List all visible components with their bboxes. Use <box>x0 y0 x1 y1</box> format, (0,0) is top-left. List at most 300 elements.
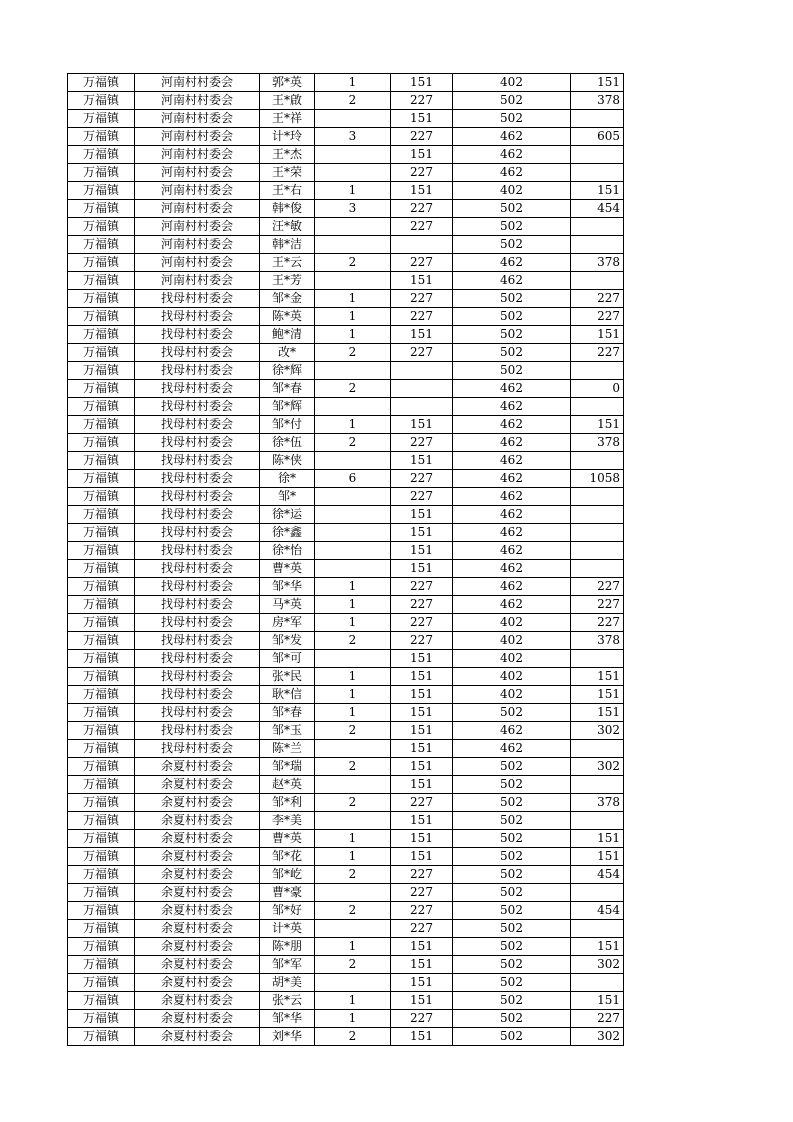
town-cell: 万福镇 <box>68 632 135 650</box>
town-cell: 万福镇 <box>68 776 135 794</box>
amount-b-cell: 502 <box>453 110 571 128</box>
subsidy-cell <box>571 488 624 506</box>
village-cell: 河南村村委会 <box>135 236 260 254</box>
subsidy-cell: 302 <box>571 956 624 974</box>
table-row <box>68 866 624 884</box>
town-cell: 万福镇 <box>68 236 135 254</box>
table-row <box>68 578 624 596</box>
amount-b-cell: 402 <box>453 668 571 686</box>
table-row <box>68 254 624 272</box>
amount-b-cell: 462 <box>453 416 571 434</box>
count-cell <box>315 920 391 938</box>
subsidy-cell: 454 <box>571 866 624 884</box>
count-cell <box>315 164 391 182</box>
table-row <box>68 218 624 236</box>
count-cell: 2 <box>315 1028 391 1046</box>
amount-b-cell: 402 <box>453 182 571 200</box>
village-cell: 余夏村村委会 <box>135 974 260 992</box>
village-cell: 余夏村村委会 <box>135 920 260 938</box>
town-cell: 万福镇 <box>68 254 135 272</box>
table-row <box>68 236 624 254</box>
subsidy-cell: 227 <box>571 344 624 362</box>
count-cell <box>315 398 391 416</box>
amount-a-cell: 227 <box>391 434 453 452</box>
table-row <box>68 182 624 200</box>
table-row <box>68 398 624 416</box>
name-cell: 邹*可 <box>260 650 315 668</box>
name-cell: 邹*华 <box>260 578 315 596</box>
table-row <box>68 470 624 488</box>
subsidy-cell: 0 <box>571 380 624 398</box>
amount-a-cell: 227 <box>391 128 453 146</box>
name-cell: 王*云 <box>260 254 315 272</box>
amount-b-cell: 462 <box>453 470 571 488</box>
table-row <box>68 488 624 506</box>
village-cell: 余夏村村委会 <box>135 1028 260 1046</box>
amount-b-cell: 462 <box>453 560 571 578</box>
amount-a-cell: 227 <box>391 470 453 488</box>
subsidy-cell <box>571 398 624 416</box>
name-cell: 徐*伍 <box>260 434 315 452</box>
subsidy-cell <box>571 362 624 380</box>
village-cell: 找母村村委会 <box>135 542 260 560</box>
town-cell: 万福镇 <box>68 470 135 488</box>
town-cell: 万福镇 <box>68 812 135 830</box>
name-cell: 赵*英 <box>260 776 315 794</box>
count-cell: 1 <box>315 614 391 632</box>
village-cell: 找母村村委会 <box>135 290 260 308</box>
name-cell: 郭*英 <box>260 74 315 92</box>
count-cell: 2 <box>315 722 391 740</box>
village-cell: 河南村村委会 <box>135 110 260 128</box>
name-cell: 王*荣 <box>260 164 315 182</box>
amount-b-cell: 502 <box>453 218 571 236</box>
subsidy-cell <box>571 506 624 524</box>
amount-a-cell: 151 <box>391 812 453 830</box>
count-cell <box>315 146 391 164</box>
village-cell: 河南村村委会 <box>135 164 260 182</box>
subsidy-cell: 151 <box>571 938 624 956</box>
amount-b-cell: 502 <box>453 758 571 776</box>
amount-a-cell: 227 <box>391 200 453 218</box>
amount-b-cell: 502 <box>453 974 571 992</box>
town-cell: 万福镇 <box>68 380 135 398</box>
amount-a-cell: 151 <box>391 416 453 434</box>
subsidy-cell: 378 <box>571 92 624 110</box>
town-cell: 万福镇 <box>68 542 135 560</box>
amount-b-cell: 502 <box>453 812 571 830</box>
town-cell: 万福镇 <box>68 1028 135 1046</box>
amount-a-cell: 227 <box>391 488 453 506</box>
table-row <box>68 272 624 290</box>
town-cell: 万福镇 <box>68 344 135 362</box>
name-cell: 徐*辉 <box>260 362 315 380</box>
count-cell <box>315 506 391 524</box>
subsidy-cell: 378 <box>571 632 624 650</box>
village-cell: 找母村村委会 <box>135 560 260 578</box>
count-cell: 2 <box>315 794 391 812</box>
table-row <box>68 740 624 758</box>
amount-a-cell: 151 <box>391 110 453 128</box>
name-cell: 计*玲 <box>260 128 315 146</box>
name-cell: 李*美 <box>260 812 315 830</box>
village-cell: 找母村村委会 <box>135 488 260 506</box>
amount-b-cell: 502 <box>453 938 571 956</box>
subsidy-cell: 227 <box>571 578 624 596</box>
village-cell: 河南村村委会 <box>135 128 260 146</box>
amount-a-cell: 151 <box>391 146 453 164</box>
town-cell: 万福镇 <box>68 758 135 776</box>
table-row <box>68 74 624 92</box>
amount-a-cell <box>391 236 453 254</box>
town-cell: 万福镇 <box>68 272 135 290</box>
count-cell: 1 <box>315 686 391 704</box>
amount-a-cell: 227 <box>391 794 453 812</box>
amount-a-cell: 151 <box>391 956 453 974</box>
subsidy-cell: 151 <box>571 830 624 848</box>
village-cell: 找母村村委会 <box>135 668 260 686</box>
table-row <box>68 434 624 452</box>
table-row <box>68 164 624 182</box>
subsidy-cell: 227 <box>571 290 624 308</box>
village-cell: 余夏村村委会 <box>135 1010 260 1028</box>
name-cell: 王*祥 <box>260 110 315 128</box>
village-cell: 找母村村委会 <box>135 452 260 470</box>
amount-b-cell: 462 <box>453 398 571 416</box>
amount-b-cell: 462 <box>453 254 571 272</box>
village-cell: 找母村村委会 <box>135 308 260 326</box>
count-cell: 1 <box>315 938 391 956</box>
village-cell: 找母村村委会 <box>135 722 260 740</box>
town-cell: 万福镇 <box>68 1010 135 1028</box>
village-cell: 河南村村委会 <box>135 218 260 236</box>
table-row <box>68 920 624 938</box>
subsidy-cell: 378 <box>571 254 624 272</box>
village-cell: 找母村村委会 <box>135 614 260 632</box>
subsidy-cell <box>571 110 624 128</box>
count-cell: 1 <box>315 830 391 848</box>
table-row <box>68 524 624 542</box>
table-row <box>68 92 624 110</box>
count-cell: 1 <box>315 290 391 308</box>
town-cell: 万福镇 <box>68 218 135 236</box>
table-row <box>68 902 624 920</box>
name-cell: 胡*美 <box>260 974 315 992</box>
table-row <box>68 614 624 632</box>
town-cell: 万福镇 <box>68 326 135 344</box>
amount-b-cell: 462 <box>453 452 571 470</box>
amount-b-cell: 502 <box>453 920 571 938</box>
town-cell: 万福镇 <box>68 398 135 416</box>
amount-b-cell: 462 <box>453 542 571 560</box>
village-cell: 河南村村委会 <box>135 182 260 200</box>
amount-a-cell: 151 <box>391 830 453 848</box>
table-row <box>68 128 624 146</box>
name-cell: 徐* <box>260 470 315 488</box>
count-cell: 1 <box>315 326 391 344</box>
name-cell: 徐*运 <box>260 506 315 524</box>
village-cell: 余夏村村委会 <box>135 992 260 1010</box>
village-cell: 找母村村委会 <box>135 524 260 542</box>
village-cell: 余夏村村委会 <box>135 794 260 812</box>
table-row <box>68 326 624 344</box>
amount-b-cell: 462 <box>453 434 571 452</box>
amount-a-cell: 151 <box>391 1028 453 1046</box>
count-cell: 1 <box>315 308 391 326</box>
amount-a-cell: 227 <box>391 308 453 326</box>
count-cell: 2 <box>315 902 391 920</box>
village-cell: 河南村村委会 <box>135 272 260 290</box>
table-row <box>68 830 624 848</box>
amount-b-cell: 502 <box>453 794 571 812</box>
subsidy-cell: 454 <box>571 200 624 218</box>
amount-a-cell: 227 <box>391 902 453 920</box>
subsidy-cell: 227 <box>571 308 624 326</box>
subsidy-cell <box>571 740 624 758</box>
name-cell: 徐*鑫 <box>260 524 315 542</box>
count-cell <box>315 362 391 380</box>
subsidy-cell <box>571 524 624 542</box>
amount-b-cell: 462 <box>453 128 571 146</box>
village-cell: 找母村村委会 <box>135 398 260 416</box>
table-row <box>68 362 624 380</box>
table-row <box>68 146 624 164</box>
amount-b-cell: 462 <box>453 596 571 614</box>
town-cell: 万福镇 <box>68 704 135 722</box>
amount-a-cell: 151 <box>391 740 453 758</box>
town-cell: 万福镇 <box>68 920 135 938</box>
amount-a-cell <box>391 380 453 398</box>
town-cell: 万福镇 <box>68 74 135 92</box>
amount-a-cell: 151 <box>391 704 453 722</box>
table-row <box>68 686 624 704</box>
amount-a-cell: 227 <box>391 920 453 938</box>
subsidy-cell <box>571 164 624 182</box>
table-row <box>68 560 624 578</box>
amount-a-cell: 151 <box>391 776 453 794</box>
amount-b-cell: 502 <box>453 902 571 920</box>
name-cell: 耿*信 <box>260 686 315 704</box>
count-cell: 2 <box>315 380 391 398</box>
subsidy-cell <box>571 560 624 578</box>
village-cell: 找母村村委会 <box>135 632 260 650</box>
name-cell: 鲍*清 <box>260 326 315 344</box>
subsidy-cell <box>571 452 624 470</box>
amount-a-cell: 227 <box>391 596 453 614</box>
subsidy-cell: 302 <box>571 722 624 740</box>
count-cell: 1 <box>315 1010 391 1028</box>
amount-b-cell: 402 <box>453 614 571 632</box>
table-row <box>68 110 624 128</box>
town-cell: 万福镇 <box>68 308 135 326</box>
table-row <box>68 200 624 218</box>
name-cell: 邹*屹 <box>260 866 315 884</box>
amount-b-cell: 462 <box>453 146 571 164</box>
count-cell <box>315 272 391 290</box>
amount-a-cell: 151 <box>391 848 453 866</box>
village-cell: 找母村村委会 <box>135 578 260 596</box>
subsidy-cell <box>571 884 624 902</box>
amount-b-cell: 502 <box>453 830 571 848</box>
count-cell <box>315 524 391 542</box>
amount-a-cell: 151 <box>391 974 453 992</box>
village-cell: 找母村村委会 <box>135 362 260 380</box>
town-cell: 万福镇 <box>68 938 135 956</box>
name-cell: 邹*利 <box>260 794 315 812</box>
amount-a-cell: 227 <box>391 614 453 632</box>
amount-b-cell: 502 <box>453 1028 571 1046</box>
town-cell: 万福镇 <box>68 650 135 668</box>
village-cell: 找母村村委会 <box>135 434 260 452</box>
amount-a-cell: 151 <box>391 992 453 1010</box>
table-row <box>68 632 624 650</box>
town-cell: 万福镇 <box>68 830 135 848</box>
count-cell: 2 <box>315 92 391 110</box>
village-cell: 余夏村村委会 <box>135 884 260 902</box>
town-cell: 万福镇 <box>68 866 135 884</box>
table-row <box>68 542 624 560</box>
amount-b-cell: 402 <box>453 632 571 650</box>
amount-a-cell: 151 <box>391 272 453 290</box>
subsidy-cell <box>571 920 624 938</box>
count-cell <box>315 452 391 470</box>
amount-a-cell: 227 <box>391 578 453 596</box>
town-cell: 万福镇 <box>68 560 135 578</box>
name-cell: 徐*怡 <box>260 542 315 560</box>
amount-a-cell: 151 <box>391 650 453 668</box>
table-row <box>68 380 624 398</box>
town-cell: 万福镇 <box>68 956 135 974</box>
subsidy-cell <box>571 542 624 560</box>
name-cell: 邹*付 <box>260 416 315 434</box>
subsidy-cell: 227 <box>571 596 624 614</box>
name-cell: 邹*玉 <box>260 722 315 740</box>
subsidy-cell: 302 <box>571 1028 624 1046</box>
village-cell: 找母村村委会 <box>135 506 260 524</box>
subsidy-cell <box>571 146 624 164</box>
name-cell: 曹*英 <box>260 560 315 578</box>
table-row <box>68 1028 624 1046</box>
count-cell <box>315 776 391 794</box>
subsidy-cell <box>571 236 624 254</box>
amount-b-cell: 402 <box>453 650 571 668</box>
amount-a-cell: 151 <box>391 74 453 92</box>
count-cell: 2 <box>315 632 391 650</box>
town-cell: 万福镇 <box>68 668 135 686</box>
name-cell: 韩*俊 <box>260 200 315 218</box>
town-cell: 万福镇 <box>68 884 135 902</box>
village-cell: 找母村村委会 <box>135 740 260 758</box>
town-cell: 万福镇 <box>68 902 135 920</box>
village-cell: 找母村村委会 <box>135 380 260 398</box>
amount-b-cell: 462 <box>453 380 571 398</box>
amount-a-cell: 151 <box>391 938 453 956</box>
town-cell: 万福镇 <box>68 200 135 218</box>
amount-b-cell: 402 <box>453 74 571 92</box>
amount-a-cell: 227 <box>391 1010 453 1028</box>
town-cell: 万福镇 <box>68 128 135 146</box>
amount-b-cell: 502 <box>453 326 571 344</box>
amount-a-cell: 227 <box>391 632 453 650</box>
amount-a-cell: 151 <box>391 506 453 524</box>
town-cell: 万福镇 <box>68 794 135 812</box>
name-cell: 陈*英 <box>260 308 315 326</box>
village-cell: 余夏村村委会 <box>135 830 260 848</box>
town-cell: 万福镇 <box>68 452 135 470</box>
name-cell: 邹*好 <box>260 902 315 920</box>
amount-b-cell: 462 <box>453 488 571 506</box>
amount-b-cell: 502 <box>453 1010 571 1028</box>
count-cell <box>315 542 391 560</box>
name-cell: 陈*侠 <box>260 452 315 470</box>
count-cell <box>315 560 391 578</box>
amount-a-cell: 151 <box>391 452 453 470</box>
subsidy-cell: 151 <box>571 686 624 704</box>
village-cell: 余夏村村委会 <box>135 848 260 866</box>
subsidy-cell: 151 <box>571 182 624 200</box>
town-cell: 万福镇 <box>68 146 135 164</box>
name-cell: 邹*金 <box>260 290 315 308</box>
amount-b-cell: 462 <box>453 722 571 740</box>
amount-b-cell: 462 <box>453 740 571 758</box>
amount-b-cell: 502 <box>453 200 571 218</box>
amount-b-cell: 502 <box>453 236 571 254</box>
name-cell: 曹*英 <box>260 830 315 848</box>
amount-a-cell <box>391 398 453 416</box>
amount-b-cell: 502 <box>453 848 571 866</box>
town-cell: 万福镇 <box>68 578 135 596</box>
table-row <box>68 506 624 524</box>
amount-b-cell: 462 <box>453 578 571 596</box>
village-cell: 找母村村委会 <box>135 470 260 488</box>
subsidy-cell: 151 <box>571 326 624 344</box>
table-body <box>68 74 624 1046</box>
subsidy-cell: 1058 <box>571 470 624 488</box>
count-cell: 2 <box>315 758 391 776</box>
table-row <box>68 668 624 686</box>
name-cell: 邹*春 <box>260 380 315 398</box>
count-cell: 1 <box>315 74 391 92</box>
name-cell: 马*英 <box>260 596 315 614</box>
town-cell: 万福镇 <box>68 614 135 632</box>
subsidy-cell: 151 <box>571 74 624 92</box>
town-cell: 万福镇 <box>68 596 135 614</box>
name-cell: 邹*华 <box>260 1010 315 1028</box>
subsidy-cell: 378 <box>571 434 624 452</box>
village-cell: 找母村村委会 <box>135 686 260 704</box>
amount-a-cell: 151 <box>391 182 453 200</box>
subsidy-cell: 151 <box>571 668 624 686</box>
village-cell: 找母村村委会 <box>135 596 260 614</box>
town-cell: 万福镇 <box>68 974 135 992</box>
amount-b-cell: 502 <box>453 344 571 362</box>
name-cell: 邹*军 <box>260 956 315 974</box>
amount-a-cell: 227 <box>391 254 453 272</box>
amount-b-cell: 502 <box>453 884 571 902</box>
subsidy-cell <box>571 974 624 992</box>
amount-a-cell: 151 <box>391 542 453 560</box>
village-cell: 余夏村村委会 <box>135 812 260 830</box>
name-cell: 张*民 <box>260 668 315 686</box>
village-cell: 找母村村委会 <box>135 650 260 668</box>
amount-b-cell: 402 <box>453 686 571 704</box>
town-cell: 万福镇 <box>68 524 135 542</box>
amount-b-cell: 502 <box>453 308 571 326</box>
amount-b-cell: 462 <box>453 164 571 182</box>
amount-b-cell: 462 <box>453 272 571 290</box>
table-row <box>68 452 624 470</box>
count-cell: 2 <box>315 254 391 272</box>
